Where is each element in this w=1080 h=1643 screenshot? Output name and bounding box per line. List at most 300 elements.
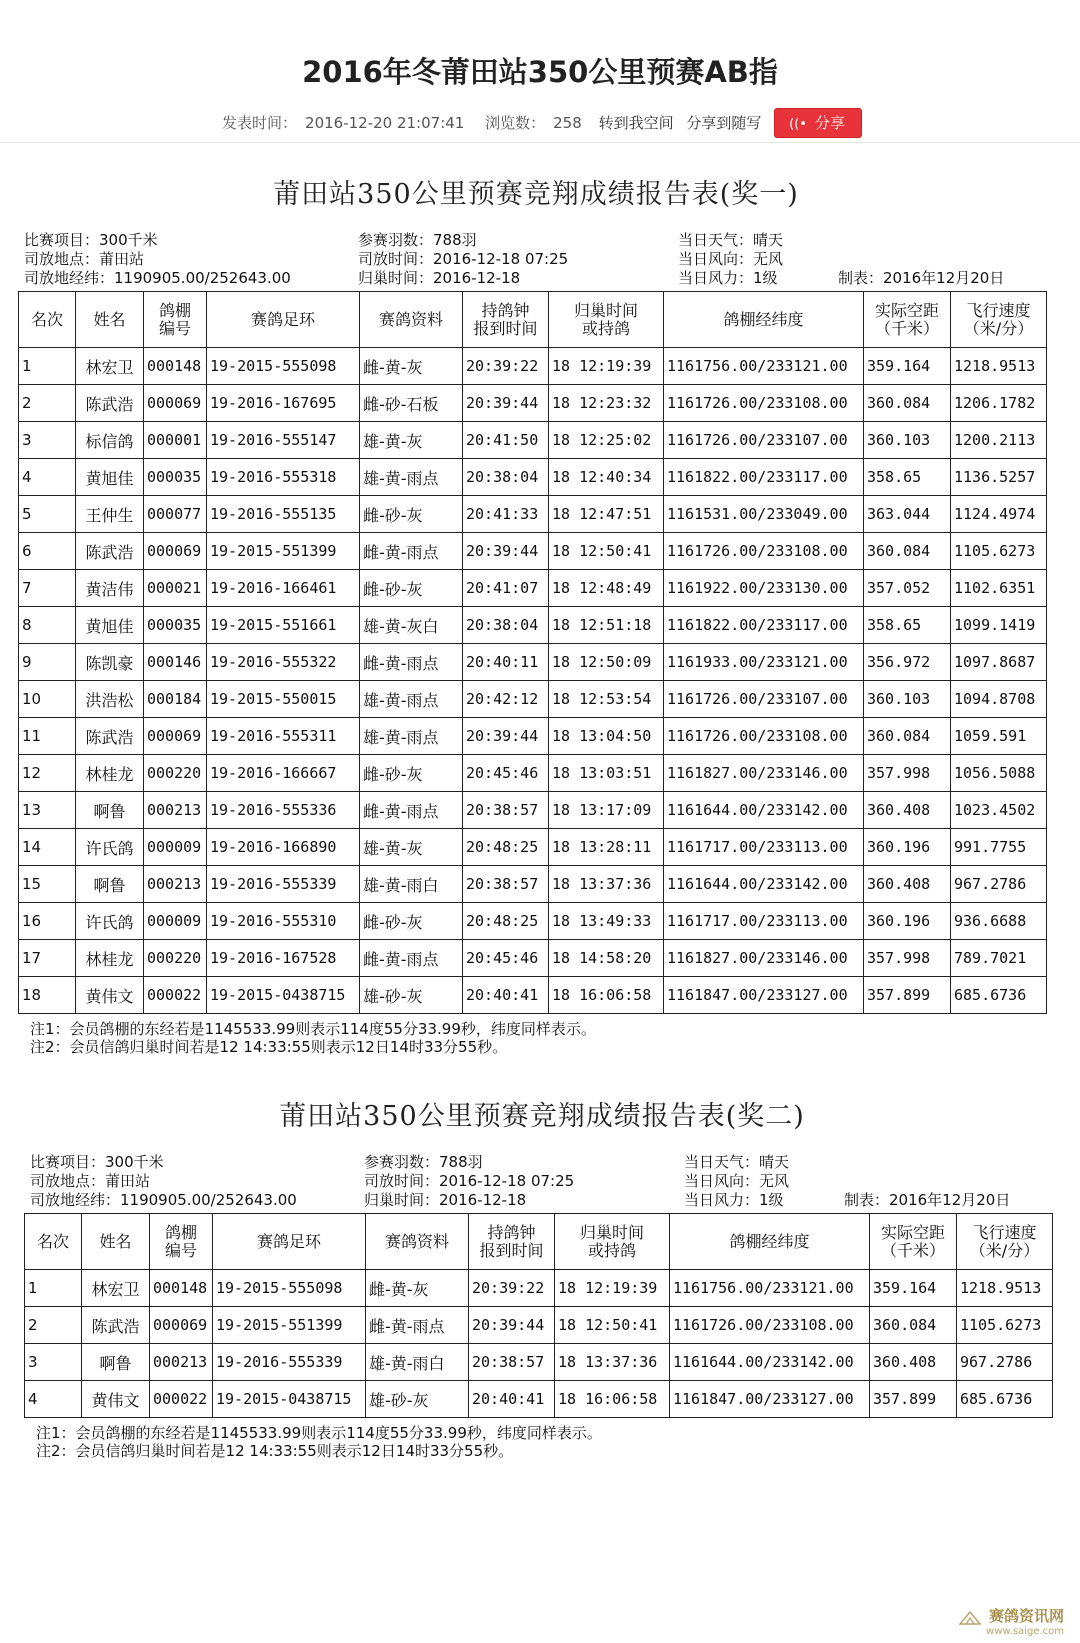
- table-cell: 1161756.00/233121.00: [670, 1270, 870, 1307]
- table-cell: 360.084: [870, 1307, 957, 1344]
- table-cell: 19-2016-555147: [207, 422, 360, 459]
- table-cell: 000184: [144, 681, 207, 718]
- table-cell: 1161644.00/233142.00: [670, 1344, 870, 1381]
- table-row: [19, 977, 1047, 1014]
- posted-label: [218, 114, 468, 132]
- table-cell: 000220: [144, 940, 207, 977]
- table-cell: 雌-砂-灰: [360, 755, 463, 792]
- info-return-time: 归巢时间：2016-12-18: [364, 1191, 527, 1209]
- table-cell: 19-2016-167528: [207, 940, 360, 977]
- column-header: 姓名: [76, 292, 144, 348]
- table-cell: 000069: [144, 718, 207, 755]
- table-cell: 1102.6351: [951, 570, 1047, 607]
- table-cell: 19-2016-166890: [207, 829, 360, 866]
- table-cell: 360.408: [864, 792, 951, 829]
- table-cell: 1218.9513: [951, 348, 1047, 385]
- table-cell: 360.084: [864, 533, 951, 570]
- column-header: 赛鸽资料: [366, 1214, 469, 1270]
- table-cell: 雌-砂-石板: [360, 385, 463, 422]
- info-coords: 司放地经纬：1190905.00/252643.00: [30, 1191, 297, 1209]
- table-cell: 1200.2113: [951, 422, 1047, 459]
- table-cell: 789.7021: [951, 940, 1047, 977]
- table-cell: 967.2786: [957, 1344, 1053, 1381]
- table-cell: 1161726.00/233108.00: [664, 385, 864, 422]
- table-cell: 18 12:50:41: [549, 533, 664, 570]
- table-cell: 1218.9513: [957, 1270, 1053, 1307]
- table-cell: 19-2015-550015: [207, 681, 360, 718]
- table-cell: 359.164: [870, 1270, 957, 1307]
- table-cell: 黄旭佳: [76, 459, 144, 496]
- table-cell: 20:38:57: [463, 792, 549, 829]
- info-col-middle: [358, 231, 568, 288]
- table-cell: 357.052: [864, 570, 951, 607]
- table-cell: 20:41:50: [463, 422, 549, 459]
- table-cell: 357.998: [864, 755, 951, 792]
- table-row: [19, 348, 1047, 385]
- report-notes: [18, 1020, 1054, 1056]
- table-cell: 林桂龙: [76, 940, 144, 977]
- table-cell: 685.6736: [957, 1381, 1053, 1418]
- table-cell: 9: [19, 644, 76, 681]
- table-cell: 啊鲁: [82, 1344, 150, 1381]
- table-cell: 黄伟文: [82, 1381, 150, 1418]
- table-cell: 1: [19, 348, 76, 385]
- table-cell: 雌-黄-雨点: [360, 533, 463, 570]
- table-cell: 19-2015-0438715: [213, 1381, 366, 1418]
- table-cell: 359.164: [864, 348, 951, 385]
- table-cell: 19-2015-551399: [213, 1307, 366, 1344]
- table-cell: 000021: [144, 570, 207, 607]
- table-cell: 18 12:50:09: [549, 644, 664, 681]
- table-cell: 雌-砂-灰: [360, 570, 463, 607]
- table-cell: 1094.8708: [951, 681, 1047, 718]
- table-cell: 20:38:04: [463, 607, 549, 644]
- table-cell: 1136.5257: [951, 459, 1047, 496]
- table-cell: 1161726.00/233108.00: [664, 533, 864, 570]
- table-cell: 18 12:51:18: [549, 607, 664, 644]
- table-cell: 000035: [144, 459, 207, 496]
- pigeon-logo-icon: [959, 1610, 981, 1626]
- table-cell: 18 12:48:49: [549, 570, 664, 607]
- column-header: 名次: [25, 1214, 82, 1270]
- table-cell: 洪浩松: [76, 681, 144, 718]
- table-cell: 1161726.00/233108.00: [670, 1307, 870, 1344]
- table-row: [25, 1381, 1053, 1418]
- table-cell: 1105.6273: [957, 1307, 1053, 1344]
- info-coords: 司放地经纬：1190905.00/252643.00: [24, 269, 291, 287]
- report-award-1: [18, 172, 1054, 1056]
- table-cell: 19-2016-166461: [207, 570, 360, 607]
- table-cell: 20:45:46: [463, 940, 549, 977]
- table-cell: 19-2016-555135: [207, 496, 360, 533]
- table-cell: 19-2016-555311: [207, 718, 360, 755]
- table-cell: 陈武浩: [76, 533, 144, 570]
- table-cell: 1097.8687: [951, 644, 1047, 681]
- column-header: 名次: [19, 292, 76, 348]
- table-cell: 20:39:44: [469, 1307, 555, 1344]
- table-cell: 000213: [150, 1344, 213, 1381]
- table-cell: 雄-黄-灰白: [360, 607, 463, 644]
- table-cell: 1161726.00/233108.00: [664, 718, 864, 755]
- table-cell: 000009: [144, 829, 207, 866]
- table-cell: 19-2016-167695: [207, 385, 360, 422]
- table-cell: 6: [19, 533, 76, 570]
- table-cell: 20:38:57: [469, 1344, 555, 1381]
- info-project: 比赛项目：300千米: [30, 1153, 164, 1171]
- table-cell: 18 12:53:54: [549, 681, 664, 718]
- table-cell: 1161644.00/233142.00: [664, 866, 864, 903]
- report-title: 莆田站350公里预赛竞翔成绩报告表(奖一): [273, 179, 799, 210]
- table-cell: 18 16:06:58: [555, 1381, 670, 1418]
- table-cell: 18 12:47:51: [549, 496, 664, 533]
- table-cell: 1161756.00/233121.00: [664, 348, 864, 385]
- views-count: 258: [553, 113, 582, 132]
- report-notes: [24, 1424, 1060, 1460]
- table-cell: 15: [19, 866, 76, 903]
- table-cell: 18 12:40:34: [549, 459, 664, 496]
- info-wind-dir: 当日风向：无风: [684, 1172, 790, 1190]
- info-col-left: [24, 231, 291, 288]
- column-header: 飞行速度 （米/分）: [957, 1214, 1053, 1270]
- table-row: [19, 755, 1047, 792]
- table-cell: 1124.4974: [951, 496, 1047, 533]
- table-cell: 000220: [144, 755, 207, 792]
- table-cell: 360.196: [864, 903, 951, 940]
- column-header: 姓名: [82, 1214, 150, 1270]
- table-cell: 16: [19, 903, 76, 940]
- table-cell: 17: [19, 940, 76, 977]
- table-cell: 陈武浩: [76, 385, 144, 422]
- column-header: 实际空距 （千米）: [870, 1214, 957, 1270]
- table-cell: 1161847.00/233127.00: [664, 977, 864, 1014]
- table-cell: 雌-砂-灰: [360, 496, 463, 533]
- table-cell: 1161822.00/233117.00: [664, 607, 864, 644]
- table-cell: 许氏鸽: [76, 903, 144, 940]
- table-cell: 360.084: [864, 718, 951, 755]
- table-cell: 18 13:04:50: [549, 718, 664, 755]
- table-cell: 啊鲁: [76, 866, 144, 903]
- table-cell: 20:39:44: [463, 718, 549, 755]
- table-cell: 雌-黄-雨点: [366, 1307, 469, 1344]
- table-cell: 991.7755: [951, 829, 1047, 866]
- info-col-left: [30, 1153, 297, 1210]
- table-row: [19, 903, 1047, 940]
- column-header: 归巢时间 或持鸽: [549, 292, 664, 348]
- table-cell: 20:41:07: [463, 570, 549, 607]
- table-cell: 000213: [144, 866, 207, 903]
- table-row: [19, 607, 1047, 644]
- info-maker: 制表：2016年12月20日: [838, 269, 1005, 287]
- table-cell: 20:38:57: [463, 866, 549, 903]
- info-count: 参赛羽数：788羽: [358, 231, 477, 249]
- table-body: [19, 348, 1047, 1014]
- table-cell: 360.103: [864, 681, 951, 718]
- table-cell: 陈凯豪: [76, 644, 144, 681]
- table-cell: 13: [19, 792, 76, 829]
- site-watermark: [959, 1605, 1064, 1637]
- table-cell: 18 13:03:51: [549, 755, 664, 792]
- table-cell: 4: [25, 1381, 82, 1418]
- table-cell: 雌-黄-雨点: [360, 792, 463, 829]
- table-cell: 000213: [144, 792, 207, 829]
- table-row: [19, 570, 1047, 607]
- table-cell: 1206.1782: [951, 385, 1047, 422]
- table-cell: 20:39:44: [463, 385, 549, 422]
- info-place: 司放地点：莆田站: [24, 250, 145, 268]
- column-header: 鸽棚 编号: [144, 292, 207, 348]
- table-cell: 黄旭佳: [76, 607, 144, 644]
- table-cell: 1161933.00/233121.00: [664, 644, 864, 681]
- table-cell: 1161717.00/233113.00: [664, 903, 864, 940]
- table-cell: 19-2015-551399: [207, 533, 360, 570]
- table-cell: 标信鸽: [76, 422, 144, 459]
- results-table: [24, 1213, 1053, 1418]
- table-cell: 000146: [144, 644, 207, 681]
- table-cell: 1161726.00/233107.00: [664, 681, 864, 718]
- table-cell: 20:39:44: [463, 533, 549, 570]
- table-row: [19, 866, 1047, 903]
- table-cell: 000069: [150, 1307, 213, 1344]
- table-cell: 雄-黄-雨点: [360, 681, 463, 718]
- table-cell: 1161922.00/233130.00: [664, 570, 864, 607]
- table-cell: 000022: [144, 977, 207, 1014]
- table-cell: 3: [19, 422, 76, 459]
- table-cell: 雄-黄-雨白: [366, 1344, 469, 1381]
- report-info: [18, 231, 1054, 293]
- table-cell: 雄-黄-灰: [360, 422, 463, 459]
- table-cell: 000148: [150, 1270, 213, 1307]
- table-body: [25, 1270, 1053, 1418]
- table-cell: 19-2016-555322: [207, 644, 360, 681]
- table-cell: 雌-黄-灰: [366, 1270, 469, 1307]
- table-cell: 雄-黄-雨白: [360, 866, 463, 903]
- table-cell: 许氏鸽: [76, 829, 144, 866]
- table-cell: 1099.1419: [951, 607, 1047, 644]
- table-cell: 20:41:33: [463, 496, 549, 533]
- table-cell: 11: [19, 718, 76, 755]
- table-cell: 黄洁伟: [76, 570, 144, 607]
- watermark-brand: 赛鸽资讯网: [988, 1607, 1064, 1625]
- share-button-label: 分享: [814, 114, 845, 132]
- table-cell: 1161644.00/233142.00: [664, 792, 864, 829]
- note-2: 注2：会员信鸽归巢时间若是12 14:33:55则表示12日14时33分55秒。: [36, 1442, 514, 1460]
- column-header: 归巢时间 或持鸽: [555, 1214, 670, 1270]
- info-col-right: [684, 1153, 789, 1210]
- table-cell: 20:42:12: [463, 681, 549, 718]
- table-row: [19, 533, 1047, 570]
- table-cell: 1105.6273: [951, 533, 1047, 570]
- table-row: [19, 718, 1047, 755]
- table-cell: 1161847.00/233127.00: [670, 1381, 870, 1418]
- table-cell: 陈武浩: [82, 1307, 150, 1344]
- table-cell: 19-2015-555098: [207, 348, 360, 385]
- table-cell: 18 13:49:33: [549, 903, 664, 940]
- table-cell: 20:48:25: [463, 903, 549, 940]
- table-cell: 000035: [144, 607, 207, 644]
- table-cell: 18 12:19:39: [549, 348, 664, 385]
- table-cell: 雌-砂-灰: [360, 903, 463, 940]
- table-row: [25, 1270, 1053, 1307]
- table-cell: 啊鲁: [76, 792, 144, 829]
- table-row: [19, 940, 1047, 977]
- table-cell: 363.044: [864, 496, 951, 533]
- table-row: [25, 1307, 1053, 1344]
- report-info: [24, 1153, 1060, 1215]
- report-award-2: [24, 1094, 1060, 1460]
- to-my-space-link[interactable]: 转到我空间: [598, 113, 674, 132]
- note-1: 注1：会员鸽棚的东经若是1145533.99则表示114度55分33.99秒，纬度同样表示。: [36, 1424, 602, 1442]
- table-cell: 357.899: [864, 977, 951, 1014]
- table-cell: 7: [19, 570, 76, 607]
- column-header: 鸽棚经纬度: [664, 292, 864, 348]
- column-header: 鸽棚 编号: [150, 1214, 213, 1270]
- table-cell: 19-2016-555339: [207, 866, 360, 903]
- info-col-middle: [364, 1153, 574, 1210]
- posted-time: 2016-12-20 21:07:41: [305, 113, 465, 132]
- table-cell: 357.998: [864, 940, 951, 977]
- table-cell: 14: [19, 829, 76, 866]
- table-row: [19, 422, 1047, 459]
- info-return-time: 归巢时间：2016-12-18: [358, 269, 521, 287]
- table-cell: 18 12:23:32: [549, 385, 664, 422]
- table-cell: 18 13:37:36: [549, 866, 664, 903]
- table-cell: 12: [19, 755, 76, 792]
- note-1: 注1：会员鸽棚的东经若是1145533.99则表示114度55分33.99秒，纬度同样表示。: [30, 1020, 596, 1038]
- table-cell: 000069: [144, 385, 207, 422]
- table-row: [19, 385, 1047, 422]
- info-place: 司放地点：莆田站: [30, 1172, 151, 1190]
- column-header: 赛鸽资料: [360, 292, 463, 348]
- table-cell: 18 13:37:36: [555, 1344, 670, 1381]
- share-button[interactable]: [774, 108, 862, 138]
- table-row: [19, 496, 1047, 533]
- table-cell: 林宏卫: [82, 1270, 150, 1307]
- table-cell: 1161827.00/233146.00: [664, 940, 864, 977]
- column-header: 实际空距 （千米）: [864, 292, 951, 348]
- table-cell: 1161827.00/233146.00: [664, 755, 864, 792]
- table-cell: 黄伟文: [76, 977, 144, 1014]
- table-cell: 360.103: [864, 422, 951, 459]
- table-cell: 雌-黄-雨点: [360, 644, 463, 681]
- table-cell: 19-2015-0438715: [207, 977, 360, 1014]
- info-wind-force: 当日风力：1级: [684, 1191, 784, 1209]
- table-cell: 356.972: [864, 644, 951, 681]
- page-title: 2016年冬莆田站350公里预赛AB指: [302, 55, 778, 89]
- table-cell: 3: [25, 1344, 82, 1381]
- table-cell: 19-2015-555098: [213, 1270, 366, 1307]
- table-cell: 4: [19, 459, 76, 496]
- table-row: [19, 792, 1047, 829]
- table-cell: 000148: [144, 348, 207, 385]
- table-cell: 360.408: [864, 866, 951, 903]
- table-cell: 360.084: [864, 385, 951, 422]
- table-cell: 20:48:25: [463, 829, 549, 866]
- report-title: 莆田站350公里预赛竞翔成绩报告表(奖二): [279, 1101, 805, 1132]
- table-cell: 360.196: [864, 829, 951, 866]
- column-header: 飞行速度 （米/分）: [951, 292, 1047, 348]
- table-cell: 陈武浩: [76, 718, 144, 755]
- views: [481, 114, 586, 132]
- table-cell: 20:40:41: [463, 977, 549, 1014]
- table-header: [25, 1214, 1053, 1270]
- table-cell: 19-2016-166667: [207, 755, 360, 792]
- table-cell: 20:45:46: [463, 755, 549, 792]
- header-divider: [0, 142, 1080, 143]
- info-count: 参赛羽数：788羽: [364, 1153, 483, 1171]
- table-cell: 2: [25, 1307, 82, 1344]
- column-header: 赛鸽足环: [213, 1214, 366, 1270]
- table-cell: 19-2016-555336: [207, 792, 360, 829]
- table-row: [19, 829, 1047, 866]
- column-header: 赛鸽足环: [207, 292, 360, 348]
- table-cell: 王仲生: [76, 496, 144, 533]
- table-cell: 20:39:22: [463, 348, 549, 385]
- table-cell: 360.408: [870, 1344, 957, 1381]
- table-cell: 2: [19, 385, 76, 422]
- table-cell: 雄-砂-灰: [360, 977, 463, 1014]
- table-cell: 967.2786: [951, 866, 1047, 903]
- column-header: 持鸽钟 报到时间: [463, 292, 549, 348]
- table-cell: 雌-黄-灰: [360, 348, 463, 385]
- table-cell: 000069: [144, 533, 207, 570]
- info-maker: 制表：2016年12月20日: [844, 1191, 1011, 1209]
- table-cell: 000022: [150, 1381, 213, 1418]
- table-cell: 357.899: [870, 1381, 957, 1418]
- info-wind-dir: 当日风向：无风: [678, 250, 784, 268]
- results-table: [18, 291, 1047, 1014]
- table-cell: 685.6736: [951, 977, 1047, 1014]
- note-2: 注2：会员信鸽归巢时间若是12 14:33:55则表示12日14时33分55秒。: [30, 1038, 508, 1056]
- table-cell: 18 14:58:20: [549, 940, 664, 977]
- table-cell: 1059.591: [951, 718, 1047, 755]
- table-cell: 000001: [144, 422, 207, 459]
- post-meta-bar: [0, 108, 1080, 138]
- table-cell: 林宏卫: [76, 348, 144, 385]
- column-header: 鸽棚经纬度: [670, 1214, 870, 1270]
- table-cell: 1056.5088: [951, 755, 1047, 792]
- signal-icon: ((•: [789, 117, 807, 132]
- views-label: 浏览数：: [485, 113, 546, 132]
- info-col-right: [678, 231, 783, 288]
- info-weather: 当日天气：晴天: [684, 1153, 790, 1171]
- table-cell: 雄-黄-雨点: [360, 718, 463, 755]
- table-cell: 358.65: [864, 607, 951, 644]
- table-cell: 18 12:25:02: [549, 422, 664, 459]
- share-to-essay-link[interactable]: 分享到随写: [686, 113, 762, 132]
- table-cell: 雄-黄-灰: [360, 829, 463, 866]
- table-cell: 000009: [144, 903, 207, 940]
- table-cell: 18 12:19:39: [555, 1270, 670, 1307]
- table-cell: 雄-黄-雨点: [360, 459, 463, 496]
- table-row: [19, 681, 1047, 718]
- table-cell: 18: [19, 977, 76, 1014]
- table-cell: 000077: [144, 496, 207, 533]
- table-cell: 20:38:04: [463, 459, 549, 496]
- posted-label-text: 发表时间：: [222, 113, 298, 132]
- table-cell: 1: [25, 1270, 82, 1307]
- table-cell: 雄-砂-灰: [366, 1381, 469, 1418]
- table-cell: 20:40:11: [463, 644, 549, 681]
- table-cell: 19-2015-551661: [207, 607, 360, 644]
- table-cell: 雌-黄-雨点: [360, 940, 463, 977]
- table-row: [25, 1344, 1053, 1381]
- table-cell: 林桂龙: [76, 755, 144, 792]
- table-cell: 19-2016-555318: [207, 459, 360, 496]
- info-weather: 当日天气：晴天: [678, 231, 784, 249]
- table-cell: 19-2016-555339: [213, 1344, 366, 1381]
- table-cell: 18 13:28:11: [549, 829, 664, 866]
- table-cell: 1161717.00/233113.00: [664, 829, 864, 866]
